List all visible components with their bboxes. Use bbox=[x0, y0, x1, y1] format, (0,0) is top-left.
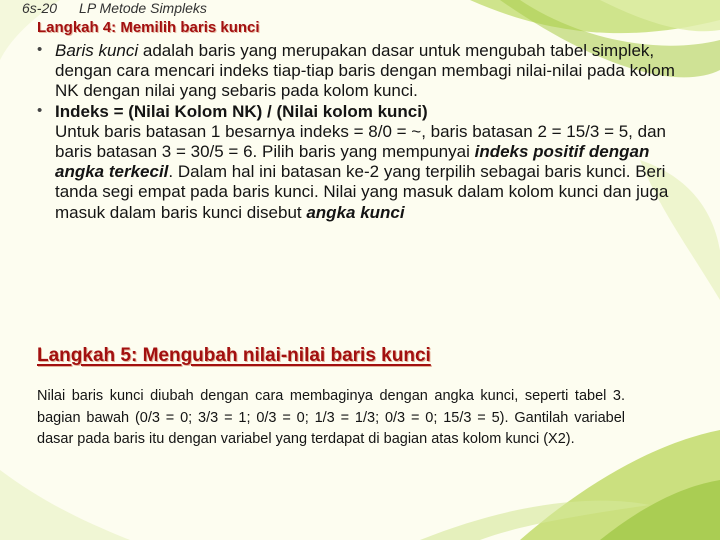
bullet-text bbox=[55, 41, 675, 102]
emphasis-angka-kunci: angka kunci bbox=[306, 202, 405, 222]
slide-number: 6s-20 bbox=[22, 0, 58, 16]
bullet-dot-icon: • bbox=[37, 101, 43, 119]
bullet-list bbox=[0, 41, 720, 223]
header-line bbox=[22, 0, 207, 16]
bullet-item bbox=[0, 102, 720, 223]
bullet-item bbox=[0, 41, 720, 102]
section-heading: Langkah 5: Mengubah nilai-nilai baris kunci bbox=[37, 345, 431, 366]
step-title: Langkah 4: Memilih baris kunci bbox=[37, 19, 260, 36]
course-title: LP Metode Simpleks bbox=[79, 0, 207, 16]
definition-text: adalah baris yang merupakan dasar untuk mengubah tabel simplek, dengan cara mencari indeks tiap-tiap baris dengan membagi nilai-nilai pada kolom NK dengan nilai yang sebaris pada kolom kunci. bbox=[55, 41, 675, 101]
section-paragraph: Nilai baris kunci diubah dengan cara membaginya dengan angka kunci, seperti tabel 3. bagian bawah (0/3 = 0; 3/3 = 1; 0/3 = 0; 1/3 = 1/3; 0/3 = 0; 15/3 = 5). Gantilah variabel dasar pada baris itu dengan variabel yang terdapat di bagian atas kolom kunci (X2). bbox=[37, 388, 625, 447]
bullet-text bbox=[55, 102, 675, 223]
index-explanation: Untuk baris batasan 1 besarnya indeks = 8/0 = ~, baris batasan 2 = 15/3 = 5, dan baris batasan 3 = 30/5 = 6. Pilih baris yang mempunyai bbox=[55, 121, 666, 162]
index-formula: Indeks = (Nilai Kolom NK) / (Nilai kolom kunci) bbox=[55, 101, 428, 121]
key-row-explanation: . Dalam hal ini batasan ke-2 yang terpilih sebagai baris kunci. Beri tanda segi empat pada baris kunci. Nilai yang masuk dalam kolom kunci dan juga masuk dalam baris kunci disebut bbox=[55, 162, 669, 222]
term-baris-kunci: Baris kunci bbox=[55, 41, 139, 60]
emphasis-smallest-index: indeks positif dengan angka terkecil bbox=[55, 142, 650, 182]
bullet-dot-icon: • bbox=[37, 41, 43, 58]
